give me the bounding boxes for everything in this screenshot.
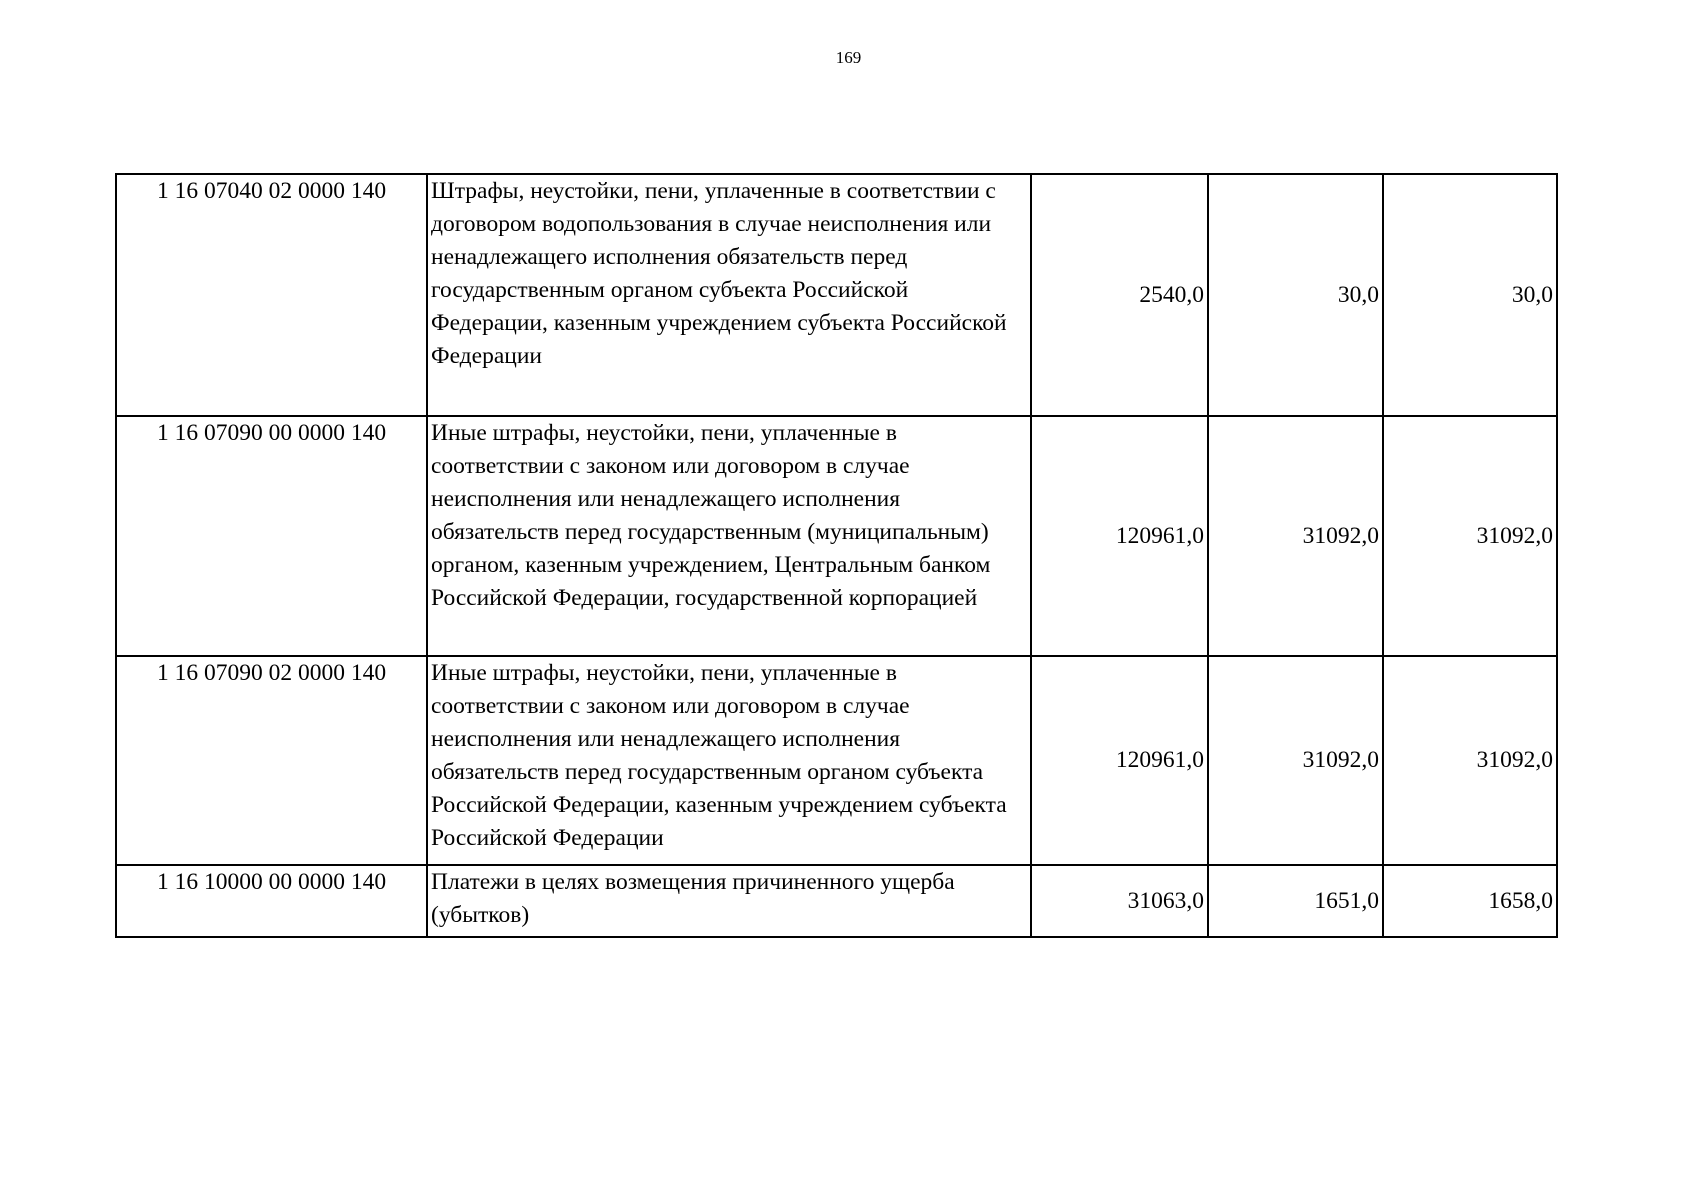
amount-year-1: 120961,0 (1031, 416, 1208, 656)
table-row (116, 656, 1557, 865)
amount-year-2: 30,0 (1208, 174, 1383, 416)
budget-code: 1 16 07090 02 0000 140 (116, 656, 427, 865)
amount-year-3: 1658,0 (1383, 865, 1557, 937)
income-description: Иные штрафы, неустойки, пени, уплаченные в соответствии с законом или договором в случае неисполнения или ненадлежащего исполнения обязательств перед государственным органом субъекта Российской Федерации, казенным учреждением субъекта Российской Федерации (427, 656, 1031, 865)
amount-year-1: 31063,0 (1031, 865, 1208, 937)
budget-code: 1 16 07040 02 0000 140 (116, 174, 427, 416)
table-row (116, 174, 1557, 416)
amount-year-2: 31092,0 (1208, 656, 1383, 865)
amount-year-3: 31092,0 (1383, 416, 1557, 656)
budget-code: 1 16 10000 00 0000 140 (116, 865, 427, 937)
income-description: Штрафы, неустойки, пени, уплаченные в соответствии с договором водопользования в случае неисполнения или ненадлежащего исполнения обязательств перед государственным органом субъекта Российской Федерации, казенным учреждением субъекта Российской Федерации (427, 174, 1031, 416)
amount-year-3: 31092,0 (1383, 656, 1557, 865)
table-row (116, 865, 1557, 937)
table-row (116, 416, 1557, 656)
income-description: Платежи в целях возмещения причиненного ущерба (убытков) (427, 865, 1031, 937)
amount-year-1: 120961,0 (1031, 656, 1208, 865)
amount-year-3: 30,0 (1383, 174, 1557, 416)
budget-code: 1 16 07090 00 0000 140 (116, 416, 427, 656)
page-number: 169 (835, 48, 862, 67)
amount-year-1: 2540,0 (1031, 174, 1208, 416)
amount-year-2: 31092,0 (1208, 416, 1383, 656)
budget-table (115, 173, 1558, 938)
income-description: Иные штрафы, неустойки, пени, уплаченные в соответствии с законом или договором в случае неисполнения или ненадлежащего исполнения обязательств перед государственным (муниципальным) органом, казенным учреждением, Центральным банком Российской Федерации, государственной корпорацией (427, 416, 1031, 656)
amount-year-2: 1651,0 (1208, 865, 1383, 937)
